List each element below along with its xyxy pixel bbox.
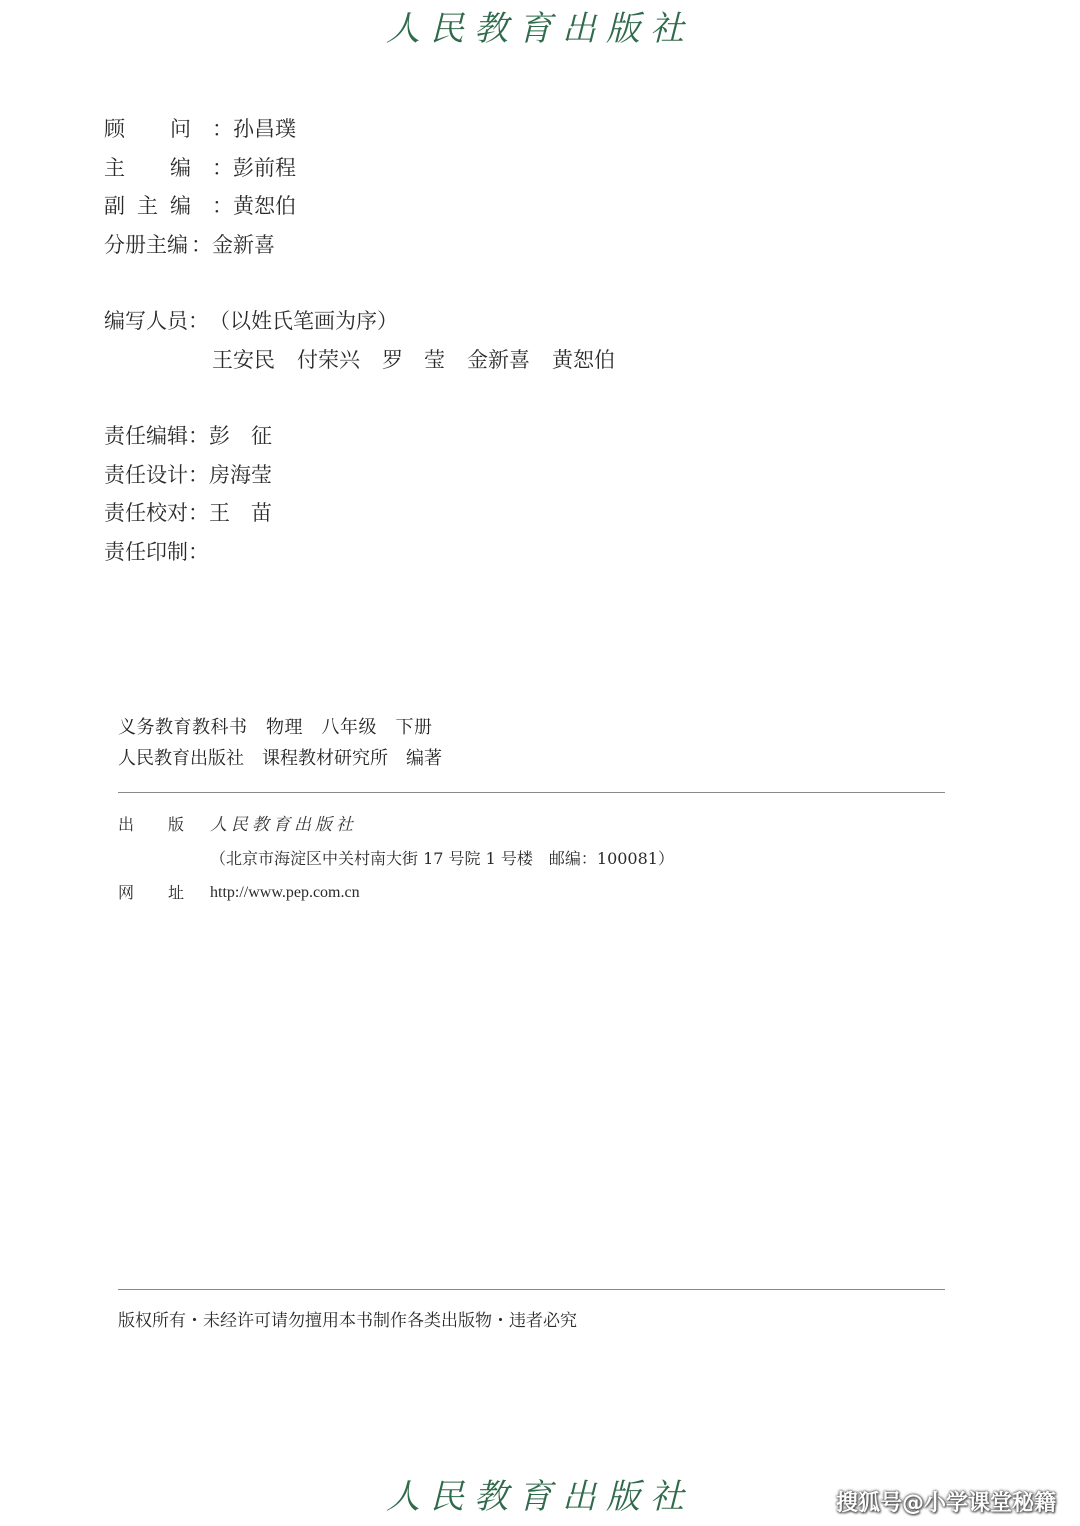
writers-label: 编写人员	[104, 309, 188, 333]
credits-block	[104, 110, 615, 571]
publisher-logo-bottom: 人民教育出版社	[386, 1477, 694, 1517]
website-link[interactable]: http://www.pep.com.cn	[210, 884, 360, 901]
credit-advisor: 顾 问 ： 孙昌璞	[104, 110, 615, 149]
credit-chief-editor: 主 编 ： 彭前程	[104, 149, 615, 188]
credit-responsible-proof: 责任校对 ： 王 苗	[104, 494, 615, 533]
writer-name: 王安民	[212, 347, 275, 372]
publisher-address: （北京市海淀区中关村南大街 17 号院 1 号楼 邮编：100081）	[210, 849, 674, 868]
watermark: 搜狐号@小学课堂秘籍	[835, 1491, 1056, 1516]
writer-name: 金新喜	[467, 347, 530, 372]
volume-editor-name: 金新喜	[212, 232, 275, 257]
responsible-proof-name: 王 苗	[209, 501, 272, 525]
credit-responsible-editor: 责任编辑 ： 彭 征	[104, 417, 615, 456]
book-info	[118, 712, 442, 774]
credit-responsible-design: 责任设计 ： 房海莹	[104, 456, 615, 495]
credit-volume-editor: 分 册 主 编 ： 金新喜	[104, 226, 615, 265]
responsible-design-name: 房海莹	[209, 462, 272, 487]
credit-writers: 编写人员 ： （以姓氏笔画为序）	[104, 302, 615, 341]
writers-list	[104, 341, 615, 380]
writers-note: （以姓氏笔画为序）	[209, 309, 398, 333]
publisher-logo-small: 人民教育出版社	[210, 815, 357, 835]
copyright-notice: 版权所有・未经许可请勿擅用本书制作各类出版物・违者必究	[118, 1311, 577, 1331]
advisor-name: 孙昌璞	[233, 117, 296, 141]
responsible-editor-name: 彭 征	[209, 424, 272, 448]
writer-name: 黄恕伯	[552, 347, 615, 372]
deputy-editor-name: 黄恕伯	[233, 194, 296, 218]
publisher-logo-top: 人民教育出版社	[386, 9, 694, 49]
divider-top	[118, 792, 945, 793]
publisher-address-row	[118, 842, 674, 876]
publisher-row: 出 版 人民教育出版社	[118, 808, 674, 842]
book-title: 义务教育教科书 物理 八年级 下册	[118, 717, 433, 738]
website-row: 网 址 http://www.pep.com.cn	[118, 876, 674, 910]
publisher-block	[118, 808, 674, 910]
credit-deputy-editor: 副 主 编 ： 黄恕伯	[104, 187, 615, 226]
book-author: 人民教育出版社 课程教材研究所 编著	[118, 748, 442, 769]
divider-bottom	[118, 1289, 945, 1290]
chief-editor-name: 彭前程	[233, 155, 296, 180]
writer-name: 罗 莹	[382, 347, 445, 372]
credit-responsible-print: 责任印制 ：	[104, 539, 209, 564]
writer-name: 付荣兴	[297, 347, 360, 372]
